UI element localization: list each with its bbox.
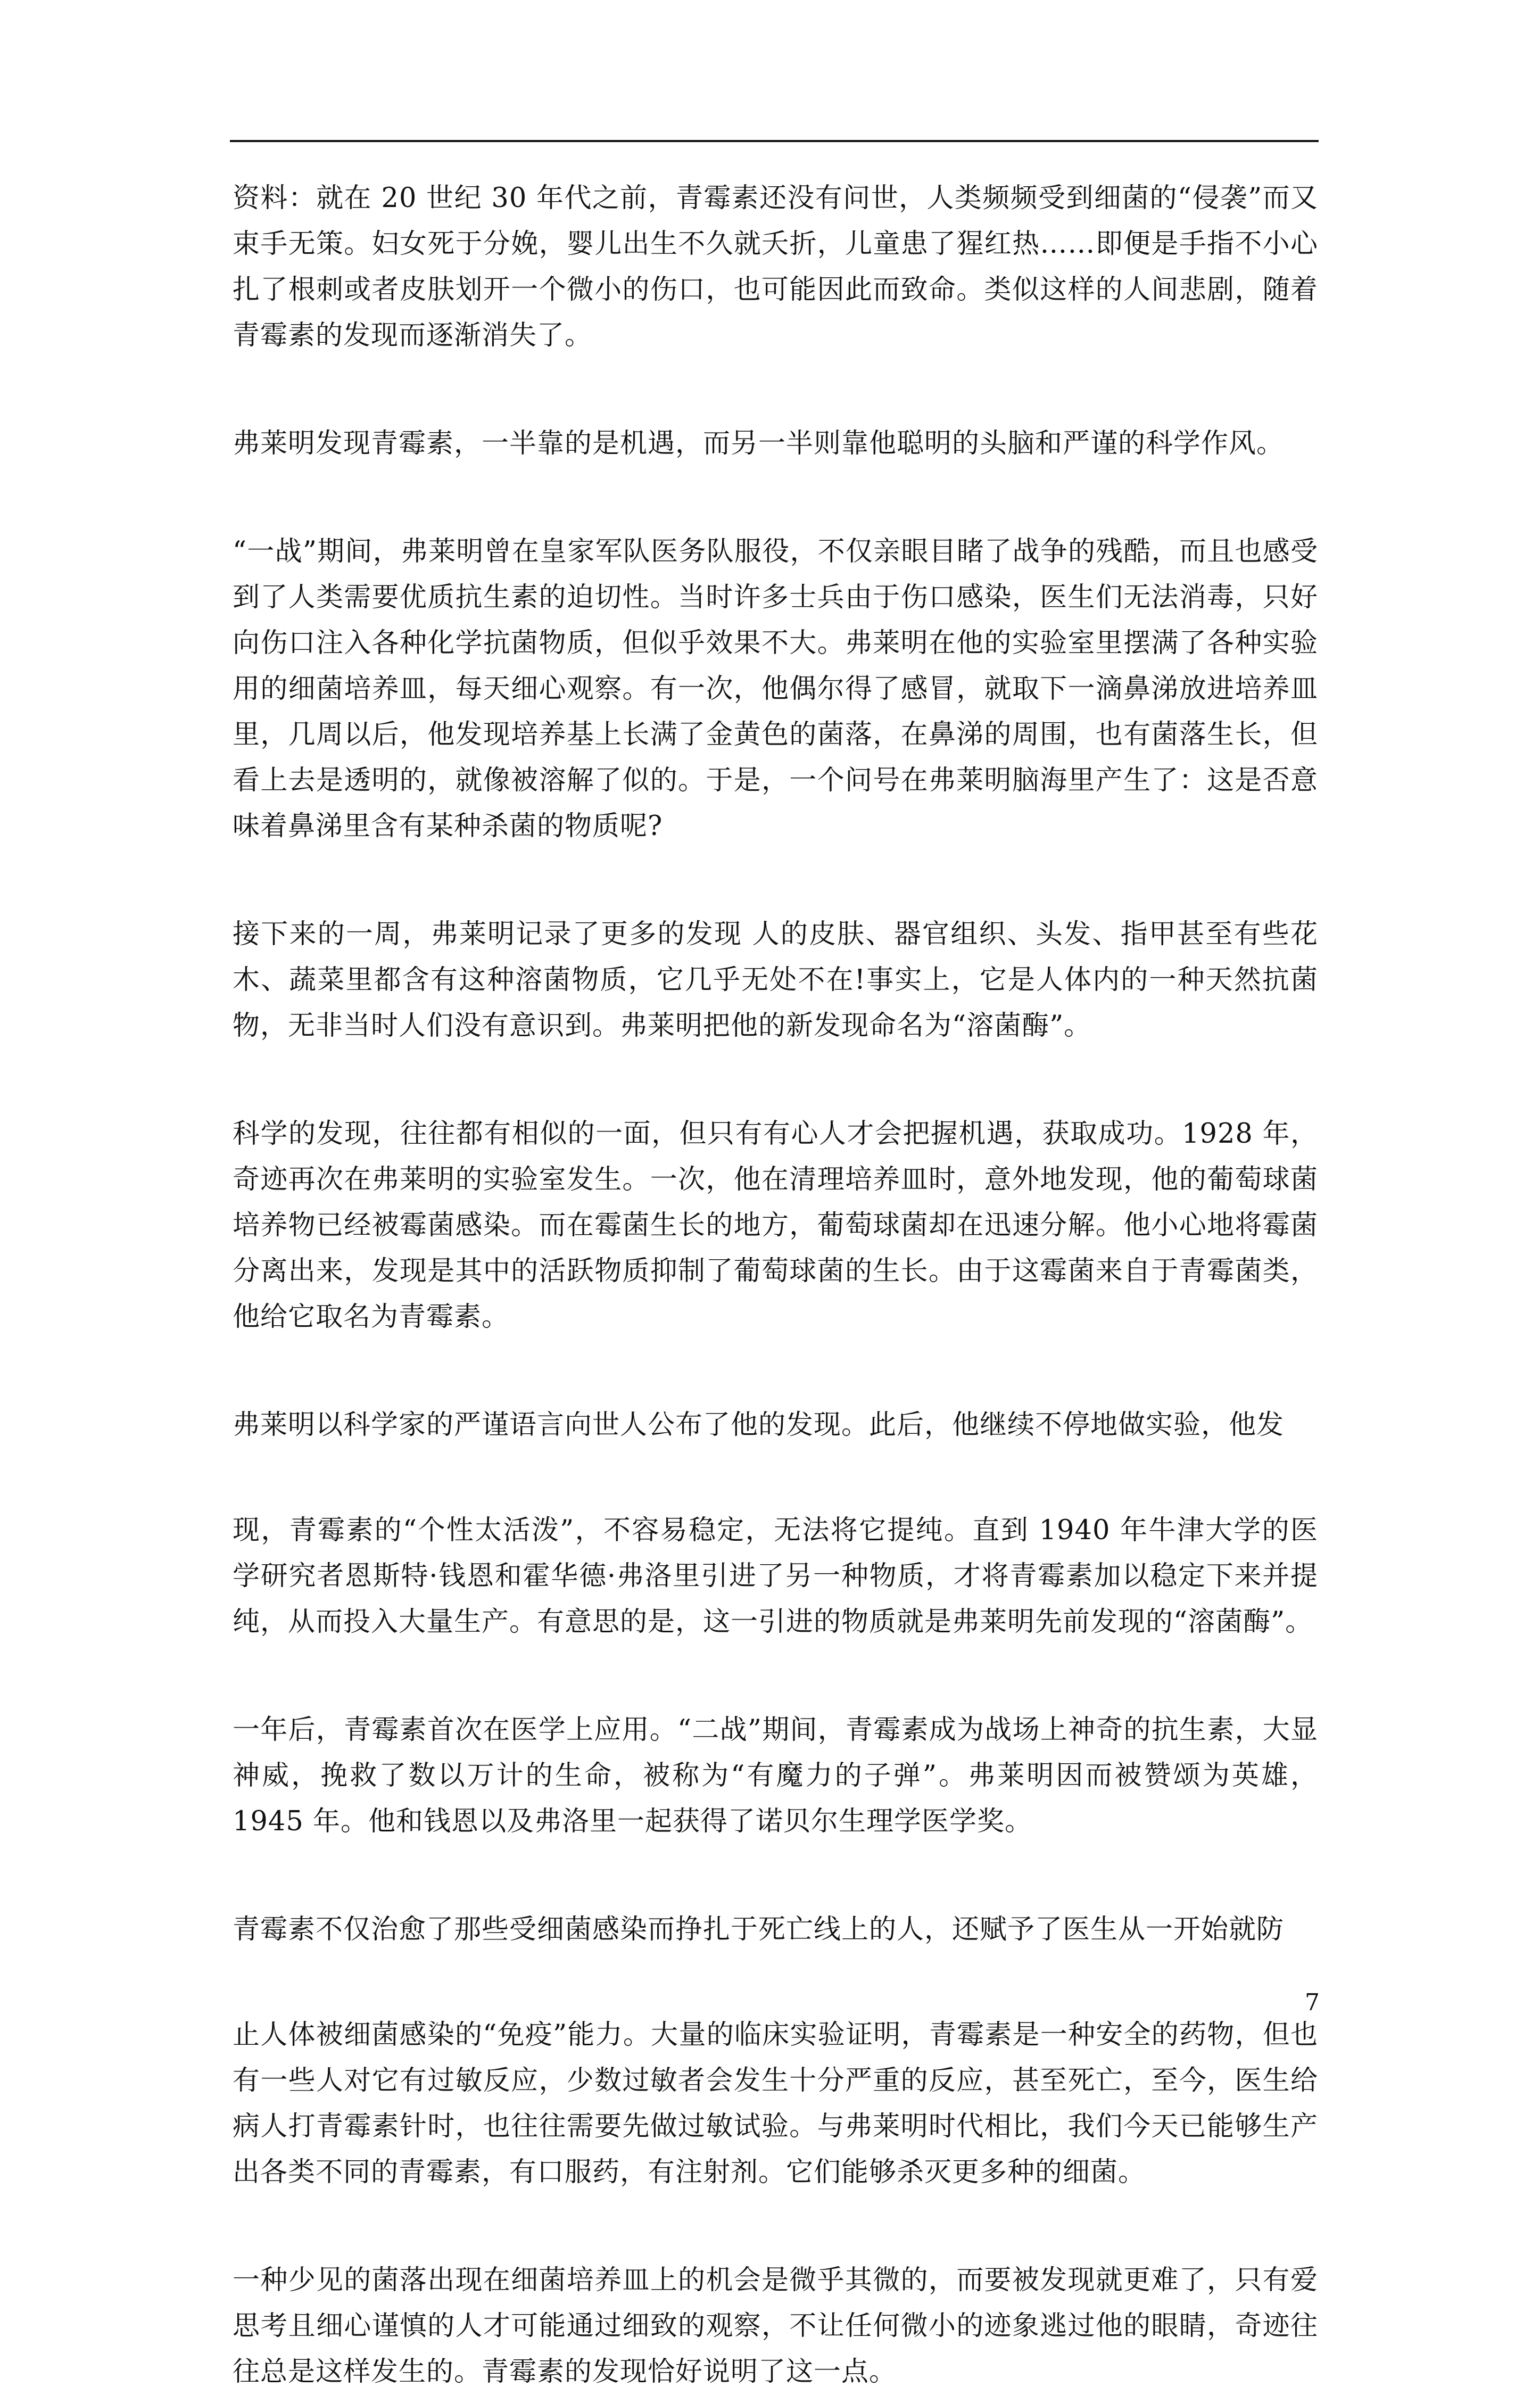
paragraph-10: 止人体被细菌感染的“免疫”能力。大量的临床实验证明，青霉素是一种安全的药物，但也有一些人对它有过敏反应，少数过敏者会发生十分严重的反应，甚至死亡，至今，医生给病人打青霉素针时，也往往需要先做过敏试验。与弗莱明时代相比，我们今天已能够生产出各类不同的青霉素，有口服药，有注射剂。它们能够杀灭更多种的细菌。	[233, 2019, 1318, 2188]
paragraph-5: 科学的发现，往往都有相似的一面，但只有有心人才会把握机遇，获取成功。1928 年，奇迹再次在弗莱明的实验室发生。一次，他在清理培养皿时，意外地发现，他的葡萄球菌培养物已经被霉菌感染。而在霉菌生长的地方，葡萄球菌却在迅速分解。他小心地将霉菌分离出来，发现是其中的活跃物质抑制了葡萄球菌的生长。由于这霉菌来自于青霉菌类，他给它取名为青霉素。	[233, 1118, 1318, 1333]
page-number: 7	[1305, 1989, 1320, 2016]
paragraph-1: 资料：就在 20 世纪 30 年代之前，青霉素还没有问世，人类频频受到细菌的“侵袭”而又束手无策。妇女死于分娩，婴儿出生不久就夭折，儿童患了猩红热……即便是手指不小心扎了根刺或者皮肤划开一个微小的伤口，也可能因此而致命。类似这样的人间悲剧，随着青霉素的发现而逐渐消失了。	[233, 183, 1318, 351]
paragraph-7: 现，青霉素的“个性太活泼”，不容易稳定，无法将它提纯。直到 1940 年牛津大学的医学研究者恩斯特·钱恩和霍华德·弗洛里引进了另一种物质，才将青霉素加以稳定下来并提纯，从而投入大量生产。有意思的是，这一引进的物质就是弗莱明先前发现的“溶菌酶”。	[233, 1515, 1318, 1638]
paragraph-2: 弗莱明发现青霉素，一半靠的是机遇，而另一半则靠他聪明的头脑和严谨的科学作风。	[233, 428, 1285, 459]
paragraph-11: 一种少见的菌落出现在细菌培养皿上的机会是微乎其微的，而要被发现就更难了，只有爱思考且细心谨慎的人才可能通过细致的观察，不让任何微小的迹象逃过他的眼睛，奇迹往往总是这样发生的。青霉素的发现恰好说明了这一点。	[233, 2265, 1318, 2388]
paragraph-9: 青霉素不仅治愈了那些受细菌感染而挣扎于死亡线上的人，还赋予了医生从一开始就防	[233, 1914, 1285, 1945]
header-rule	[230, 140, 1319, 142]
paragraph-6: 弗莱明以科学家的严谨语言向世人公布了他的发现。此后，他继续不停地做实验，他发	[233, 1409, 1285, 1441]
document-body	[233, 176, 1318, 2395]
paragraph-4: 接下来的一周，弗莱明记录了更多的发现 人的皮肤、器官组织、头发、指甲甚至有些花木、蔬菜里都含有这种溶菌物质，它几乎无处不在!事实上，它是人体内的一种天然抗菌物，无非当时人们没有意识到。弗莱明把他的新发现命名为“溶菌酶”。	[233, 919, 1318, 1042]
paragraph-3: “一战”期间，弗莱明曾在皇家军队医务队服役，不仅亲眼目睹了战争的残酷，而且也感受到了人类需要优质抗生素的迫切性。当时许多士兵由于伤口感染，医生们无法消毒，只好向伤口注入各种化学抗菌物质，但似乎效果不大。弗莱明在他的实验室里摆满了各种实验用的细菌培养皿，每天细心观察。有一次，他偶尔得了感冒，就取下一滴鼻涕放进培养皿里，几周以后，他发现培养基上长满了金黄色的菌落，在鼻涕的周围，也有菌落生长，但看上去是透明的，就像被溶解了似的。于是，一个问号在弗莱明脑海里产生了：这是否意味着鼻涕里含有某种杀菌的物质呢?	[233, 536, 1318, 842]
paragraph-8: 一年后，青霉素首次在医学上应用。“二战”期间，青霉素成为战场上神奇的抗生素，大显神威，挽救了数以万计的生命，被称为“有魔力的子弹”。弗莱明因而被赞颂为英雄，1945 年。他和钱恩以及弗洛里一起获得了诺贝尔生理学医学奖。	[233, 1714, 1318, 1837]
